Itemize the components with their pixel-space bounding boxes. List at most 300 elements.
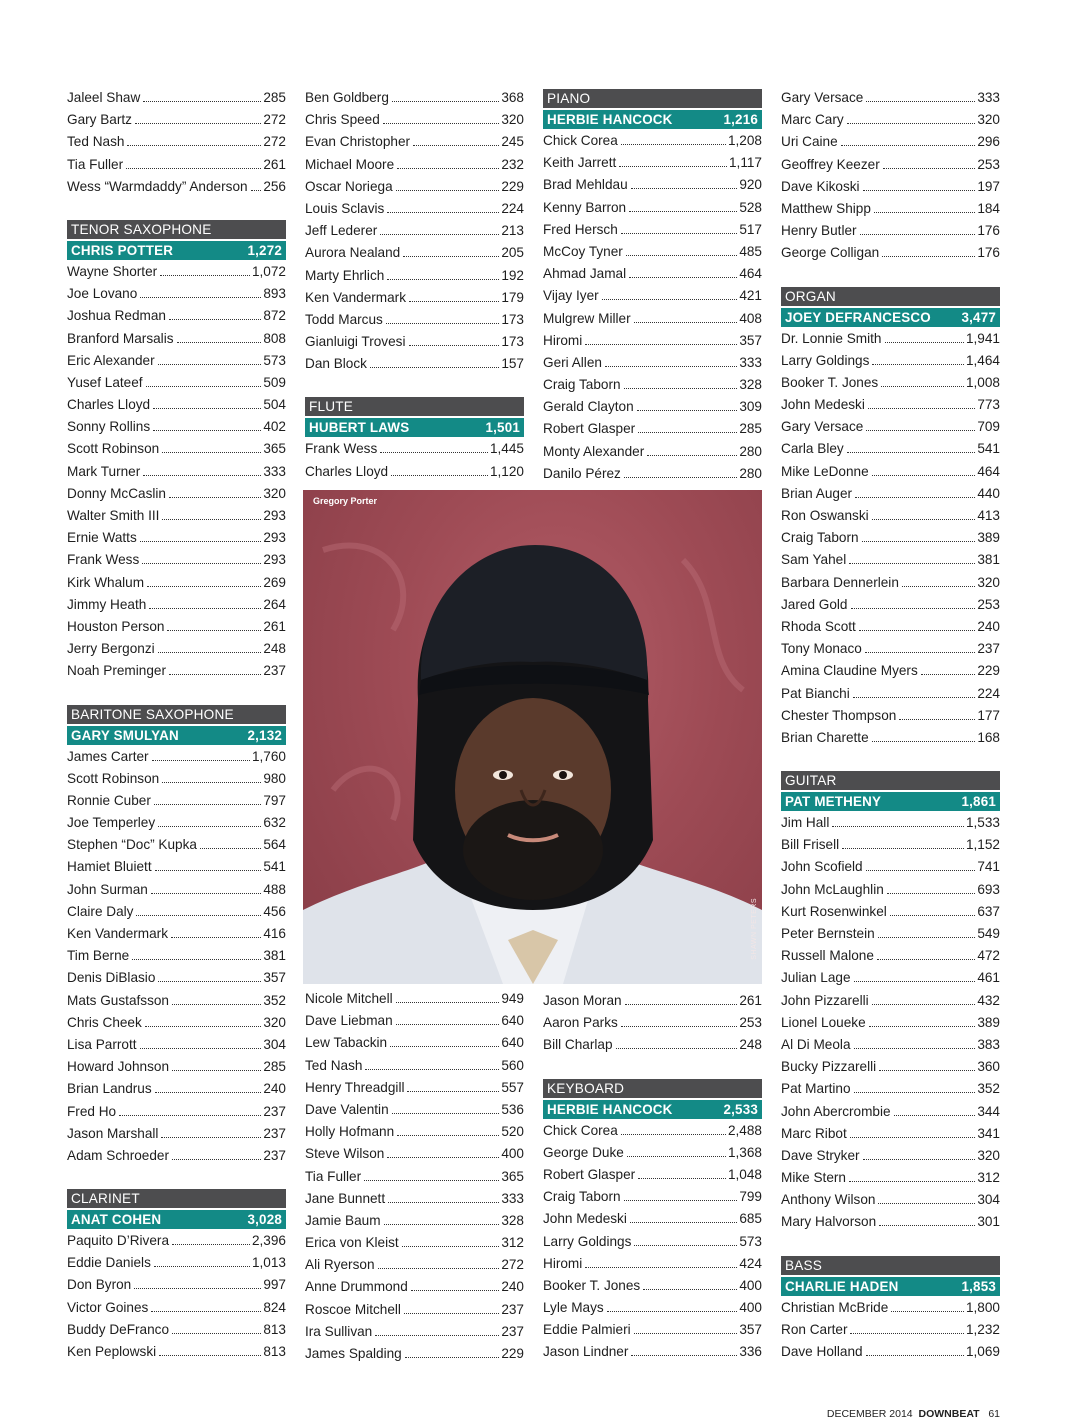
list-item — [543, 1253, 762, 1275]
dot-leader — [625, 1004, 738, 1005]
list-item — [67, 923, 286, 945]
entry-votes: 176 — [977, 245, 1000, 261]
entry-name: Booker T. Jones — [543, 1277, 641, 1293]
entry-votes: 893 — [263, 286, 286, 302]
entry-votes: 280 — [739, 443, 762, 459]
dot-leader — [136, 915, 261, 916]
entry-votes: 285 — [263, 1059, 286, 1075]
list-item — [305, 1121, 524, 1143]
dot-leader — [153, 430, 261, 431]
dot-leader — [158, 364, 262, 365]
list-item — [305, 331, 524, 353]
list-item — [543, 1142, 762, 1164]
entry-name: Geoffrey Keezer — [781, 156, 880, 172]
entry-votes: 1,800 — [965, 1299, 1000, 1315]
entry-name: Gary Bartz — [67, 112, 132, 128]
dot-leader — [921, 674, 976, 675]
entry-votes: 320 — [501, 112, 524, 128]
entry-votes: 184 — [977, 200, 1000, 216]
dot-leader — [621, 233, 738, 234]
entry-name: Frank Wess — [305, 441, 378, 457]
dot-leader — [887, 893, 976, 894]
list-item — [543, 263, 762, 285]
entry-name: Pat Bianchi — [781, 685, 850, 701]
dot-leader — [392, 1113, 500, 1114]
winner-votes: 1,272 — [247, 242, 282, 258]
entry-name: Erica von Kleist — [305, 1235, 399, 1251]
entry-votes: 799 — [739, 1189, 762, 1205]
entry-votes: 813 — [263, 1344, 286, 1359]
entry-votes: 709 — [977, 419, 1000, 435]
list-item — [67, 416, 286, 438]
entry-votes: 541 — [977, 441, 1000, 457]
dot-leader — [388, 1202, 499, 1203]
dot-leader — [387, 212, 499, 213]
list-item — [781, 416, 1000, 438]
dot-leader — [413, 145, 499, 146]
list-item — [781, 1189, 1000, 1211]
entry-votes: 813 — [263, 1321, 286, 1337]
entry-name: Kirk Whalum — [67, 574, 145, 590]
dot-leader — [403, 256, 499, 257]
dot-leader — [140, 297, 261, 298]
list-item — [781, 527, 1000, 549]
dot-leader — [616, 1048, 738, 1049]
list-item — [781, 220, 1000, 242]
entry-name: Russell Malone — [781, 948, 874, 964]
entry-name: Eddie Palmieri — [543, 1322, 631, 1338]
list-item — [543, 1319, 762, 1341]
entry-name: John Abercrombie — [781, 1103, 891, 1119]
entry-name: Don Byron — [67, 1277, 132, 1293]
entry-name: Ahmad Jamal — [543, 266, 627, 282]
dot-leader — [877, 959, 975, 960]
list-item — [781, 812, 1000, 834]
list — [305, 438, 524, 482]
entry-name: Wayne Shorter — [67, 263, 158, 279]
entry-votes: 536 — [501, 1101, 524, 1117]
entry-votes: 549 — [977, 926, 1000, 941]
dot-leader — [627, 1156, 726, 1157]
entry-name: Brian Auger — [781, 485, 853, 501]
dot-leader — [879, 1070, 975, 1071]
entry-name: Dave Kikoski — [781, 178, 860, 194]
entry-votes: 312 — [977, 1170, 1000, 1186]
list-item — [305, 1254, 524, 1276]
entry-name: Fred Ho — [67, 1103, 117, 1119]
entry-votes: 293 — [263, 508, 286, 523]
entry-name: Jane Bunnett — [305, 1190, 386, 1206]
entry-votes: 640 — [501, 1013, 524, 1029]
list-item — [781, 154, 1000, 176]
dot-leader — [832, 826, 964, 827]
entry-name: Chris Cheek — [67, 1014, 142, 1030]
dot-leader — [158, 826, 261, 827]
list — [305, 87, 524, 375]
list-item — [543, 418, 762, 440]
entry-name: Jeff Lederer — [305, 223, 378, 239]
list-item — [543, 1120, 762, 1142]
entry-votes: 541 — [263, 859, 286, 875]
list-item — [67, 505, 286, 527]
entry-votes: 383 — [977, 1036, 1000, 1052]
entry-name: Todd Marcus — [305, 311, 383, 327]
list-item — [305, 220, 524, 242]
entry-name: Vijay Iyer — [543, 288, 599, 304]
entry-votes: 997 — [263, 1277, 286, 1293]
dot-leader — [152, 760, 250, 761]
dot-leader — [158, 981, 261, 982]
entry-name: Scott Robinson — [67, 770, 160, 786]
dot-leader — [167, 630, 261, 631]
dot-leader — [161, 1137, 261, 1138]
entry-votes: 920 — [739, 177, 762, 193]
entry-name: Kenny Barron — [543, 199, 627, 215]
entry-votes: 424 — [739, 1255, 762, 1271]
dot-leader — [847, 452, 976, 453]
dot-leader — [145, 1026, 262, 1027]
entry-name: Brian Charette — [781, 729, 869, 745]
dot-leader — [882, 256, 975, 257]
entry-votes: 980 — [263, 770, 286, 786]
list-item — [543, 130, 762, 152]
entry-name: James Spalding — [305, 1346, 402, 1361]
list-item — [67, 305, 286, 327]
list-item — [67, 261, 286, 283]
list-item — [67, 461, 286, 483]
dot-leader — [375, 1335, 499, 1336]
entry-votes: 253 — [977, 156, 1000, 172]
column-2 — [305, 87, 524, 483]
entry-votes: 357 — [739, 332, 762, 348]
entry-name: Ben Goldberg — [305, 90, 389, 105]
entry-votes: 333 — [977, 90, 1000, 105]
section-title: ORGAN — [781, 287, 1000, 306]
dot-leader — [874, 212, 975, 213]
list-item — [543, 308, 762, 330]
list-item — [67, 527, 286, 549]
entry-name: Lionel Loueke — [781, 1014, 866, 1030]
dot-leader — [155, 1092, 262, 1093]
entry-name: Chris Speed — [305, 112, 380, 128]
dot-leader — [899, 719, 975, 720]
entry-name: Scott Robinson — [67, 441, 160, 457]
entry-name: Walter Smith III — [67, 508, 160, 523]
dot-leader — [154, 1266, 250, 1267]
winner-bar — [67, 1210, 286, 1229]
dot-leader — [119, 1115, 261, 1116]
dot-leader — [143, 475, 261, 476]
section-piano — [543, 89, 762, 485]
dot-leader — [142, 563, 261, 564]
dot-leader — [169, 674, 261, 675]
entry-votes: 1,760 — [251, 748, 286, 764]
list-item — [305, 988, 524, 1010]
dot-leader — [607, 1311, 738, 1312]
entry-votes: 402 — [263, 419, 286, 435]
entry-votes: 237 — [263, 1103, 286, 1119]
entry-name: Branford Marsalis — [67, 330, 174, 346]
list-item — [781, 990, 1000, 1012]
entry-name: Aurora Nealand — [305, 245, 401, 261]
entry-name: Craig Taborn — [543, 1189, 621, 1205]
winner-bar — [781, 308, 1000, 327]
entry-votes: 237 — [501, 1301, 524, 1317]
dot-leader — [143, 101, 261, 102]
entry-votes: 301 — [977, 1214, 1000, 1230]
dot-leader — [409, 345, 500, 346]
entry-name: George Duke — [543, 1144, 624, 1160]
list-item — [543, 352, 762, 374]
dot-leader — [378, 1268, 500, 1269]
entry-votes: 336 — [739, 1344, 762, 1360]
dot-leader — [162, 452, 261, 453]
entry-votes: 365 — [263, 441, 286, 457]
list-item — [543, 463, 762, 485]
list — [781, 812, 1000, 1234]
dot-leader — [624, 1200, 738, 1201]
dot-leader — [634, 1245, 737, 1246]
entry-name: Victor Goines — [67, 1299, 149, 1315]
dot-leader — [863, 190, 976, 191]
entry-name: Julian Lage — [781, 970, 851, 986]
list-item — [67, 1145, 286, 1167]
list-item — [543, 1208, 762, 1230]
entry-votes: 381 — [263, 948, 286, 964]
entry-votes: 304 — [977, 1192, 1000, 1208]
entry-votes: 824 — [263, 1299, 286, 1315]
section-title: BASS — [781, 1256, 1000, 1275]
entry-name: Mike Stern — [781, 1170, 846, 1186]
entry-name: Charles Lloyd — [67, 397, 151, 413]
entry-votes: 573 — [739, 1233, 762, 1249]
entry-name: Robert Glasper — [543, 1166, 636, 1182]
list-item — [67, 834, 286, 856]
entry-votes: 640 — [501, 1035, 524, 1051]
list — [305, 988, 524, 1365]
entry-name: Matthew Shipp — [781, 200, 871, 216]
entry-votes: 485 — [739, 243, 762, 259]
list-item — [67, 394, 286, 416]
entry-name: Ken Peplowski — [67, 1344, 157, 1359]
list — [781, 87, 1000, 265]
dot-leader — [866, 1355, 964, 1356]
dot-leader — [380, 452, 488, 453]
dot-leader — [643, 1289, 737, 1290]
list-item — [781, 660, 1000, 682]
entry-votes: 1,368 — [727, 1144, 762, 1160]
dot-leader — [126, 168, 261, 169]
entry-votes: 352 — [263, 992, 286, 1008]
dot-leader — [585, 344, 737, 345]
list-item — [67, 131, 286, 153]
section-organ — [781, 287, 1000, 750]
entry-name: Frank Wess — [67, 552, 140, 568]
winner-votes: 3,477 — [961, 309, 996, 325]
list-item — [67, 1012, 286, 1034]
entry-name: Oscar Noriega — [305, 178, 393, 194]
entry-name: Lew Tabackin — [305, 1035, 388, 1051]
list-item — [305, 1143, 524, 1165]
entry-name: John Medeski — [543, 1211, 627, 1227]
dot-leader — [411, 1290, 500, 1291]
entry-votes: 357 — [739, 1322, 762, 1338]
winner-votes: 1,501 — [485, 420, 520, 436]
list — [543, 130, 762, 485]
dot-leader — [885, 342, 964, 343]
dot-leader — [619, 166, 727, 167]
entry-votes: 1,208 — [727, 133, 762, 148]
winner-bar — [67, 241, 286, 260]
list-item — [305, 1010, 524, 1032]
entry-votes: 456 — [263, 903, 286, 919]
entry-name: Roscoe Mitchell — [305, 1301, 401, 1317]
list-item — [781, 505, 1000, 527]
list-item — [67, 350, 286, 372]
entry-votes: 179 — [501, 289, 524, 305]
dot-leader — [638, 1178, 726, 1179]
dot-leader — [624, 477, 737, 478]
entry-name: Holly Hofmann — [305, 1124, 395, 1140]
entry-name: Jason Lindner — [543, 1344, 629, 1360]
list-item — [305, 1232, 524, 1254]
list-item — [305, 109, 524, 131]
dot-leader — [397, 168, 499, 169]
page-number: 61 — [988, 1408, 1000, 1420]
entry-name: Mike LeDonne — [781, 463, 869, 479]
list-item — [543, 285, 762, 307]
dot-leader — [638, 432, 737, 433]
entry-name: Jaleel Shaw — [67, 90, 141, 105]
dot-leader — [153, 408, 261, 409]
winner-name: PAT METHENY — [785, 794, 882, 810]
entry-votes: 564 — [263, 837, 286, 853]
entry-name: Mats Gustafsson — [67, 992, 169, 1008]
dot-leader — [629, 211, 737, 212]
entry-votes: 1,008 — [965, 374, 1000, 390]
entry-votes: 389 — [977, 530, 1000, 546]
dot-leader — [862, 541, 976, 542]
entry-votes: 685 — [739, 1211, 762, 1227]
photo-credit: SHAWN PETERS — [751, 898, 758, 960]
list-item — [67, 660, 286, 682]
list-item — [781, 483, 1000, 505]
portrait-photo — [303, 490, 762, 984]
entry-name: Sonny Rollins — [67, 419, 151, 435]
entry-name: Mary Halvorson — [781, 1214, 877, 1230]
entry-votes: 488 — [263, 881, 286, 897]
dot-leader — [624, 388, 738, 389]
entry-name: James Carter — [67, 748, 149, 764]
entry-name: Stephen “Doc” Kupka — [67, 837, 197, 853]
entry-votes: 400 — [739, 1300, 762, 1316]
list-item — [781, 461, 1000, 483]
entry-name: Jason Marshall — [67, 1125, 159, 1141]
issue-date: DECEMBER 2014 — [826, 1408, 913, 1420]
list-item — [781, 616, 1000, 638]
entry-votes: 440 — [977, 485, 1000, 501]
entry-name: Ted Nash — [67, 134, 125, 150]
entry-name: Craig Taborn — [781, 530, 859, 546]
entry-votes: 312 — [501, 1235, 524, 1251]
entry-votes: 773 — [977, 397, 1000, 413]
dot-leader — [881, 386, 964, 387]
entry-votes: 173 — [501, 311, 524, 327]
entry-name: Keith Jarrett — [543, 155, 617, 171]
dot-leader — [859, 630, 976, 631]
entry-name: Charles Lloyd — [305, 463, 389, 479]
entry-name: Ken Vandermark — [305, 289, 406, 305]
section-guitar — [781, 771, 1000, 1234]
entry-votes: 949 — [501, 991, 524, 1006]
portrait-illustration — [303, 490, 762, 984]
dot-leader — [869, 1026, 976, 1027]
entry-votes: 269 — [263, 574, 286, 590]
list-item — [781, 572, 1000, 594]
list-item — [67, 283, 286, 305]
list-item — [543, 1231, 762, 1253]
dot-leader — [396, 1002, 500, 1003]
dot-leader — [626, 255, 737, 256]
list-item — [781, 176, 1000, 198]
dot-leader — [387, 279, 499, 280]
entry-name: Ron Carter — [781, 1321, 848, 1337]
entry-votes: 461 — [977, 970, 1000, 986]
entry-name: John Scofield — [781, 859, 863, 875]
list-item — [305, 1321, 524, 1343]
entry-votes: 797 — [263, 792, 286, 808]
dot-leader — [851, 608, 976, 609]
winner-votes: 1,216 — [723, 112, 758, 127]
dot-leader — [849, 1181, 975, 1182]
list-item — [305, 1077, 524, 1099]
entry-votes: 272 — [263, 134, 286, 150]
list-item — [543, 1297, 762, 1319]
dot-leader — [621, 144, 726, 145]
list-item — [781, 1167, 1000, 1189]
entry-name: Donny McCaslin — [67, 485, 166, 501]
list-item — [781, 594, 1000, 616]
entry-votes: 1,464 — [965, 352, 1000, 368]
dot-leader — [387, 1157, 499, 1158]
entry-votes: 157 — [501, 356, 524, 372]
entry-votes: 245 — [501, 134, 524, 150]
entry-votes: 224 — [977, 685, 1000, 701]
list-item — [781, 727, 1000, 749]
entry-name: Chester Thompson — [781, 707, 897, 723]
winner-votes: 1,861 — [961, 794, 996, 810]
list-item — [543, 1034, 762, 1056]
list-item — [305, 309, 524, 331]
entry-votes: 285 — [739, 421, 762, 437]
section-baritone-saxophone — [67, 705, 286, 1168]
list-item — [305, 1276, 524, 1298]
entry-votes: 237 — [263, 663, 286, 679]
dot-leader — [396, 190, 500, 191]
entry-name: Howard Johnson — [67, 1059, 170, 1075]
list-item — [781, 1211, 1000, 1233]
list-item — [543, 396, 762, 418]
entry-name: Al Di Meola — [781, 1036, 851, 1052]
list-item — [305, 131, 524, 153]
winner-bar — [781, 1277, 1000, 1296]
entry-votes: 293 — [263, 552, 286, 568]
list-item — [67, 438, 286, 460]
entry-name: Jimmy Heath — [67, 596, 147, 612]
section-keyboard — [543, 1079, 762, 1364]
dot-leader — [631, 1355, 737, 1356]
dot-leader — [383, 123, 500, 124]
